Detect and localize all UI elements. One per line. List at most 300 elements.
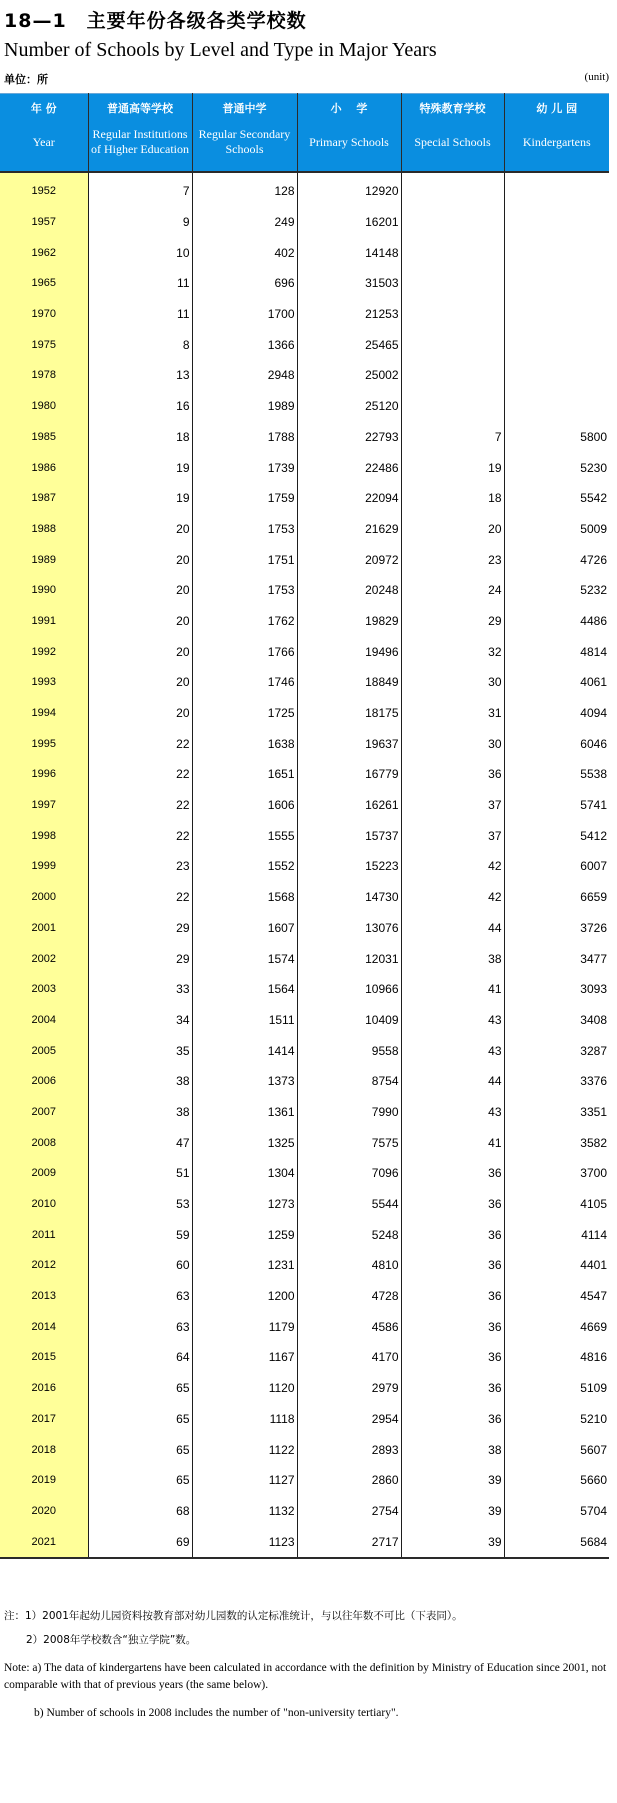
- secondary-cell: 1607: [192, 913, 297, 944]
- kindergarten-cell: 4094: [504, 698, 609, 729]
- special-cell: 36: [401, 759, 504, 790]
- year-cell: 1975: [0, 329, 88, 360]
- primary-cell: 20248: [297, 575, 401, 606]
- table-row: [0, 1434, 609, 1465]
- primary-cell: 22793: [297, 422, 401, 453]
- kindergarten-cell: 3700: [504, 1158, 609, 1189]
- special-cell: 39: [401, 1465, 504, 1496]
- table-row: [0, 299, 609, 330]
- higher-education-cell: 47: [88, 1127, 192, 1158]
- year-cell: 2018: [0, 1434, 88, 1465]
- secondary-cell: 1361: [192, 1097, 297, 1128]
- note-zh-1: 注：1）2001年起幼儿园资料按教育部对幼儿园数的认定标准统计，与以往年数不可比（下表同）。: [4, 1610, 463, 1622]
- year-cell: 1962: [0, 237, 88, 268]
- table-row: [0, 329, 609, 360]
- higher-education-cell: 33: [88, 974, 192, 1005]
- special-cell: 39: [401, 1496, 504, 1527]
- year-cell: 2019: [0, 1465, 88, 1496]
- table-row: [0, 1373, 609, 1404]
- kindergarten-cell: 4401: [504, 1250, 609, 1281]
- column-header-zh: 小 学: [330, 102, 368, 115]
- table-row: [0, 728, 609, 759]
- table-row: [0, 1189, 609, 1220]
- higher-education-cell: 64: [88, 1342, 192, 1373]
- table-header: [0, 94, 609, 173]
- year-cell: 1980: [0, 391, 88, 422]
- primary-cell: 14730: [297, 882, 401, 913]
- secondary-cell: 1325: [192, 1127, 297, 1158]
- special-cell: [401, 172, 504, 207]
- special-cell: 30: [401, 728, 504, 759]
- table-row: [0, 974, 609, 1005]
- table-row: [0, 1219, 609, 1250]
- secondary-cell: 1751: [192, 544, 297, 575]
- kindergarten-cell: 6007: [504, 851, 609, 882]
- primary-cell: 16201: [297, 207, 401, 238]
- higher-education-cell: 20: [88, 544, 192, 575]
- table-row: [0, 1281, 609, 1312]
- kindergarten-cell: 6046: [504, 728, 609, 759]
- year-cell: 1997: [0, 790, 88, 821]
- table-row: [0, 1066, 609, 1097]
- secondary-cell: 1568: [192, 882, 297, 913]
- special-cell: [401, 299, 504, 330]
- primary-cell: 10409: [297, 1005, 401, 1036]
- kindergarten-cell: [504, 391, 609, 422]
- kindergarten-cell: [504, 237, 609, 268]
- special-cell: 36: [401, 1250, 504, 1281]
- higher-education-cell: 65: [88, 1465, 192, 1496]
- primary-cell: 22486: [297, 452, 401, 483]
- higher-education-cell: 22: [88, 790, 192, 821]
- kindergarten-cell: [504, 329, 609, 360]
- secondary-cell: 1273: [192, 1189, 297, 1220]
- column-header-secondary: [192, 94, 297, 173]
- secondary-cell: 1766: [192, 636, 297, 667]
- kindergarten-cell: 3582: [504, 1127, 609, 1158]
- secondary-cell: 1651: [192, 759, 297, 790]
- table-row: [0, 790, 609, 821]
- primary-cell: 13076: [297, 913, 401, 944]
- kindergarten-cell: [504, 299, 609, 330]
- special-cell: [401, 329, 504, 360]
- kindergarten-cell: 3351: [504, 1097, 609, 1128]
- column-header-en: Primary Schools: [309, 134, 389, 149]
- higher-education-cell: 11: [88, 299, 192, 330]
- secondary-cell: 1759: [192, 483, 297, 514]
- special-cell: 43: [401, 1005, 504, 1036]
- special-cell: 19: [401, 452, 504, 483]
- year-cell: 2006: [0, 1066, 88, 1097]
- kindergarten-cell: 5230: [504, 452, 609, 483]
- kindergarten-cell: 6659: [504, 882, 609, 913]
- table-row: [0, 268, 609, 299]
- secondary-cell: 1638: [192, 728, 297, 759]
- column-header-zh: 年 份: [30, 102, 57, 115]
- year-cell: 2014: [0, 1311, 88, 1342]
- primary-cell: 18175: [297, 698, 401, 729]
- column-header-zh: 普通高等学校: [107, 102, 173, 115]
- kindergarten-cell: 5210: [504, 1404, 609, 1435]
- special-cell: 36: [401, 1342, 504, 1373]
- higher-education-cell: 8: [88, 329, 192, 360]
- kindergarten-cell: 4726: [504, 544, 609, 575]
- primary-cell: 25465: [297, 329, 401, 360]
- secondary-cell: 1259: [192, 1219, 297, 1250]
- table-row: [0, 882, 609, 913]
- note-zh-2: 2）2008年学校数含“独立学院”数。: [26, 1634, 197, 1646]
- kindergarten-cell: 5542: [504, 483, 609, 514]
- year-cell: 2005: [0, 1035, 88, 1066]
- year-cell: 2011: [0, 1219, 88, 1250]
- kindergarten-cell: 5660: [504, 1465, 609, 1496]
- year-cell: 1994: [0, 698, 88, 729]
- secondary-cell: 249: [192, 207, 297, 238]
- year-cell: 1987: [0, 483, 88, 514]
- year-cell: 1957: [0, 207, 88, 238]
- year-cell: 2001: [0, 913, 88, 944]
- kindergarten-cell: 5741: [504, 790, 609, 821]
- kindergarten-cell: [504, 172, 609, 207]
- year-cell: 1952: [0, 172, 88, 207]
- table-row: [0, 851, 609, 882]
- table-row: [0, 422, 609, 453]
- primary-cell: 22094: [297, 483, 401, 514]
- primary-cell: 7575: [297, 1127, 401, 1158]
- kindergarten-cell: 4114: [504, 1219, 609, 1250]
- kindergarten-cell: 5412: [504, 820, 609, 851]
- higher-education-cell: 20: [88, 636, 192, 667]
- higher-education-cell: 19: [88, 452, 192, 483]
- higher-education-cell: 59: [88, 1219, 192, 1250]
- secondary-cell: 1231: [192, 1250, 297, 1281]
- kindergarten-cell: 4061: [504, 667, 609, 698]
- column-header-en: Regular Secondary Schools: [198, 127, 291, 156]
- table-row: [0, 1005, 609, 1036]
- special-cell: 37: [401, 820, 504, 851]
- special-cell: [401, 237, 504, 268]
- special-cell: [401, 391, 504, 422]
- year-cell: 2002: [0, 943, 88, 974]
- special-cell: 36: [401, 1373, 504, 1404]
- year-cell: 1998: [0, 820, 88, 851]
- table-row: [0, 391, 609, 422]
- special-cell: 23: [401, 544, 504, 575]
- secondary-cell: 1564: [192, 974, 297, 1005]
- higher-education-cell: 20: [88, 698, 192, 729]
- special-cell: 38: [401, 943, 504, 974]
- special-cell: 30: [401, 667, 504, 698]
- primary-cell: 10966: [297, 974, 401, 1005]
- schools-table: [0, 93, 609, 1559]
- year-cell: 2015: [0, 1342, 88, 1373]
- primary-cell: 16261: [297, 790, 401, 821]
- primary-cell: 25120: [297, 391, 401, 422]
- kindergarten-cell: 3093: [504, 974, 609, 1005]
- year-cell: 2020: [0, 1496, 88, 1527]
- higher-education-cell: 20: [88, 606, 192, 637]
- year-cell: 1989: [0, 544, 88, 575]
- secondary-cell: 1989: [192, 391, 297, 422]
- higher-education-cell: 65: [88, 1373, 192, 1404]
- primary-cell: 8754: [297, 1066, 401, 1097]
- secondary-cell: 1555: [192, 820, 297, 851]
- primary-cell: 2717: [297, 1526, 401, 1558]
- higher-education-cell: 11: [88, 268, 192, 299]
- table-row: [0, 1342, 609, 1373]
- higher-education-cell: 20: [88, 667, 192, 698]
- column-header-en: Year: [32, 134, 55, 149]
- special-cell: 42: [401, 882, 504, 913]
- column-header-primary: [297, 94, 401, 173]
- special-cell: 7: [401, 422, 504, 453]
- year-cell: 2007: [0, 1097, 88, 1128]
- special-cell: 38: [401, 1434, 504, 1465]
- primary-cell: 4810: [297, 1250, 401, 1281]
- kindergarten-cell: 3287: [504, 1035, 609, 1066]
- primary-cell: 4728: [297, 1281, 401, 1312]
- secondary-cell: 1753: [192, 575, 297, 606]
- primary-cell: 2954: [297, 1404, 401, 1435]
- year-cell: 1990: [0, 575, 88, 606]
- year-cell: 2016: [0, 1373, 88, 1404]
- special-cell: 43: [401, 1035, 504, 1066]
- secondary-cell: 1739: [192, 452, 297, 483]
- higher-education-cell: 60: [88, 1250, 192, 1281]
- special-cell: 36: [401, 1219, 504, 1250]
- secondary-cell: 2948: [192, 360, 297, 391]
- primary-cell: 31503: [297, 268, 401, 299]
- special-cell: 36: [401, 1158, 504, 1189]
- higher-education-cell: 65: [88, 1404, 192, 1435]
- special-cell: 24: [401, 575, 504, 606]
- table-row: [0, 360, 609, 391]
- table-title-en: Number of Schools by Level and Type in Major Years: [4, 39, 437, 61]
- table-row: [0, 759, 609, 790]
- secondary-cell: 1700: [192, 299, 297, 330]
- primary-cell: 20972: [297, 544, 401, 575]
- table-row: [0, 1158, 609, 1189]
- kindergarten-cell: 5538: [504, 759, 609, 790]
- secondary-cell: 1552: [192, 851, 297, 882]
- table-row: [0, 483, 609, 514]
- special-cell: 32: [401, 636, 504, 667]
- table-row: [0, 667, 609, 698]
- higher-education-cell: 13: [88, 360, 192, 391]
- kindergarten-cell: 5109: [504, 1373, 609, 1404]
- kindergarten-cell: 5607: [504, 1434, 609, 1465]
- year-cell: 1996: [0, 759, 88, 790]
- year-cell: 2017: [0, 1404, 88, 1435]
- primary-cell: 19496: [297, 636, 401, 667]
- higher-education-cell: 9: [88, 207, 192, 238]
- year-cell: 2009: [0, 1158, 88, 1189]
- primary-cell: 15223: [297, 851, 401, 882]
- table-row: [0, 1097, 609, 1128]
- kindergarten-cell: 4105: [504, 1189, 609, 1220]
- table-row: [0, 913, 609, 944]
- notes-section: [4, 1608, 609, 1722]
- higher-education-cell: 7: [88, 172, 192, 207]
- kindergarten-cell: 4816: [504, 1342, 609, 1373]
- secondary-cell: 1132: [192, 1496, 297, 1527]
- table-row: [0, 606, 609, 637]
- higher-education-cell: 29: [88, 913, 192, 944]
- primary-cell: 15737: [297, 820, 401, 851]
- kindergarten-cell: 4669: [504, 1311, 609, 1342]
- note-en-2: b) Number of schools in 2008 includes the number of "non-university tertiary".: [34, 1707, 399, 1719]
- table-row: [0, 1496, 609, 1527]
- special-cell: 41: [401, 1127, 504, 1158]
- higher-education-cell: 22: [88, 759, 192, 790]
- secondary-cell: 1123: [192, 1526, 297, 1558]
- higher-education-cell: 22: [88, 882, 192, 913]
- secondary-cell: 1746: [192, 667, 297, 698]
- kindergarten-cell: 4486: [504, 606, 609, 637]
- year-cell: 2012: [0, 1250, 88, 1281]
- primary-cell: 4586: [297, 1311, 401, 1342]
- column-header-year: [0, 94, 88, 173]
- year-cell: 1965: [0, 268, 88, 299]
- primary-cell: 21629: [297, 514, 401, 545]
- primary-cell: 5544: [297, 1189, 401, 1220]
- secondary-cell: 1120: [192, 1373, 297, 1404]
- primary-cell: 25002: [297, 360, 401, 391]
- special-cell: 18: [401, 483, 504, 514]
- higher-education-cell: 51: [88, 1158, 192, 1189]
- kindergarten-cell: 3408: [504, 1005, 609, 1036]
- table-row: [0, 172, 609, 207]
- table-row: [0, 575, 609, 606]
- year-cell: 1991: [0, 606, 88, 637]
- secondary-cell: 1200: [192, 1281, 297, 1312]
- primary-cell: 2860: [297, 1465, 401, 1496]
- higher-education-cell: 18: [88, 422, 192, 453]
- secondary-cell: 402: [192, 237, 297, 268]
- higher-education-cell: 22: [88, 728, 192, 759]
- kindergarten-cell: [504, 268, 609, 299]
- secondary-cell: 1753: [192, 514, 297, 545]
- column-header-en: Regular Institutions of Higher Education: [91, 127, 189, 156]
- year-cell: 1985: [0, 422, 88, 453]
- primary-cell: 2979: [297, 1373, 401, 1404]
- table-row: [0, 636, 609, 667]
- year-cell: 1995: [0, 728, 88, 759]
- special-cell: 42: [401, 851, 504, 882]
- kindergarten-cell: 5684: [504, 1526, 609, 1558]
- year-cell: 2004: [0, 1005, 88, 1036]
- special-cell: 43: [401, 1097, 504, 1128]
- special-cell: 36: [401, 1404, 504, 1435]
- higher-education-cell: 65: [88, 1434, 192, 1465]
- secondary-cell: 1127: [192, 1465, 297, 1496]
- table-row: [0, 1250, 609, 1281]
- table-row: [0, 1311, 609, 1342]
- higher-education-cell: 68: [88, 1496, 192, 1527]
- secondary-cell: 1511: [192, 1005, 297, 1036]
- table-row: [0, 820, 609, 851]
- table-row: [0, 1526, 609, 1558]
- kindergarten-cell: 5009: [504, 514, 609, 545]
- secondary-cell: 1167: [192, 1342, 297, 1373]
- table-row: [0, 698, 609, 729]
- unit-label-zh: 单位：所: [4, 73, 48, 86]
- primary-cell: 4170: [297, 1342, 401, 1373]
- kindergarten-cell: 3726: [504, 913, 609, 944]
- column-header-zh: 特殊教育学校: [419, 102, 486, 115]
- higher-education-cell: 69: [88, 1526, 192, 1558]
- primary-cell: 2893: [297, 1434, 401, 1465]
- higher-education-cell: 63: [88, 1311, 192, 1342]
- secondary-cell: 1373: [192, 1066, 297, 1097]
- higher-education-cell: 38: [88, 1097, 192, 1128]
- year-cell: 2000: [0, 882, 88, 913]
- secondary-cell: 1574: [192, 943, 297, 974]
- year-cell: 1978: [0, 360, 88, 391]
- table-row: [0, 207, 609, 238]
- special-cell: 20: [401, 514, 504, 545]
- kindergarten-cell: [504, 207, 609, 238]
- higher-education-cell: 63: [88, 1281, 192, 1312]
- higher-education-cell: 35: [88, 1035, 192, 1066]
- secondary-cell: 1725: [192, 698, 297, 729]
- column-header-zh: 幼 儿 园: [536, 102, 578, 115]
- primary-cell: 7096: [297, 1158, 401, 1189]
- kindergarten-cell: 3477: [504, 943, 609, 974]
- primary-cell: 9558: [297, 1035, 401, 1066]
- primary-cell: 19637: [297, 728, 401, 759]
- special-cell: 29: [401, 606, 504, 637]
- year-cell: 2010: [0, 1189, 88, 1220]
- special-cell: 36: [401, 1281, 504, 1312]
- note-en-1: Note: a) The data of kindergartens have been calculated in accordance with the definition by Ministry of Education since 2001, not comparable with that of previous years (the same below).: [4, 1662, 607, 1691]
- special-cell: 44: [401, 913, 504, 944]
- column-header-special: [401, 94, 504, 173]
- table-row: [0, 452, 609, 483]
- secondary-cell: 1606: [192, 790, 297, 821]
- table-row: [0, 943, 609, 974]
- year-cell: 1999: [0, 851, 88, 882]
- table-title-zh: 18—1 主要年份各级各类学校数: [4, 10, 307, 32]
- year-cell: 2013: [0, 1281, 88, 1312]
- primary-cell: 2754: [297, 1496, 401, 1527]
- column-header-zh: 普通中学: [222, 102, 267, 115]
- year-cell: 1970: [0, 299, 88, 330]
- table-row: [0, 1465, 609, 1496]
- higher-education-cell: 10: [88, 237, 192, 268]
- unit-label-en: (unit): [584, 71, 609, 83]
- column-header-en: Kindergartens: [522, 134, 591, 149]
- year-cell: 1986: [0, 452, 88, 483]
- secondary-cell: 696: [192, 268, 297, 299]
- secondary-cell: 1762: [192, 606, 297, 637]
- special-cell: [401, 207, 504, 238]
- special-cell: 41: [401, 974, 504, 1005]
- kindergarten-cell: 5232: [504, 575, 609, 606]
- column-header-kindergartens: [504, 94, 609, 173]
- kindergarten-cell: 5704: [504, 1496, 609, 1527]
- higher-education-cell: 23: [88, 851, 192, 882]
- primary-cell: 5248: [297, 1219, 401, 1250]
- year-cell: 2003: [0, 974, 88, 1005]
- table-row: [0, 237, 609, 268]
- secondary-cell: 1414: [192, 1035, 297, 1066]
- higher-education-cell: 29: [88, 943, 192, 974]
- primary-cell: 21253: [297, 299, 401, 330]
- year-cell: 1988: [0, 514, 88, 545]
- table-body: [0, 172, 609, 1558]
- primary-cell: 18849: [297, 667, 401, 698]
